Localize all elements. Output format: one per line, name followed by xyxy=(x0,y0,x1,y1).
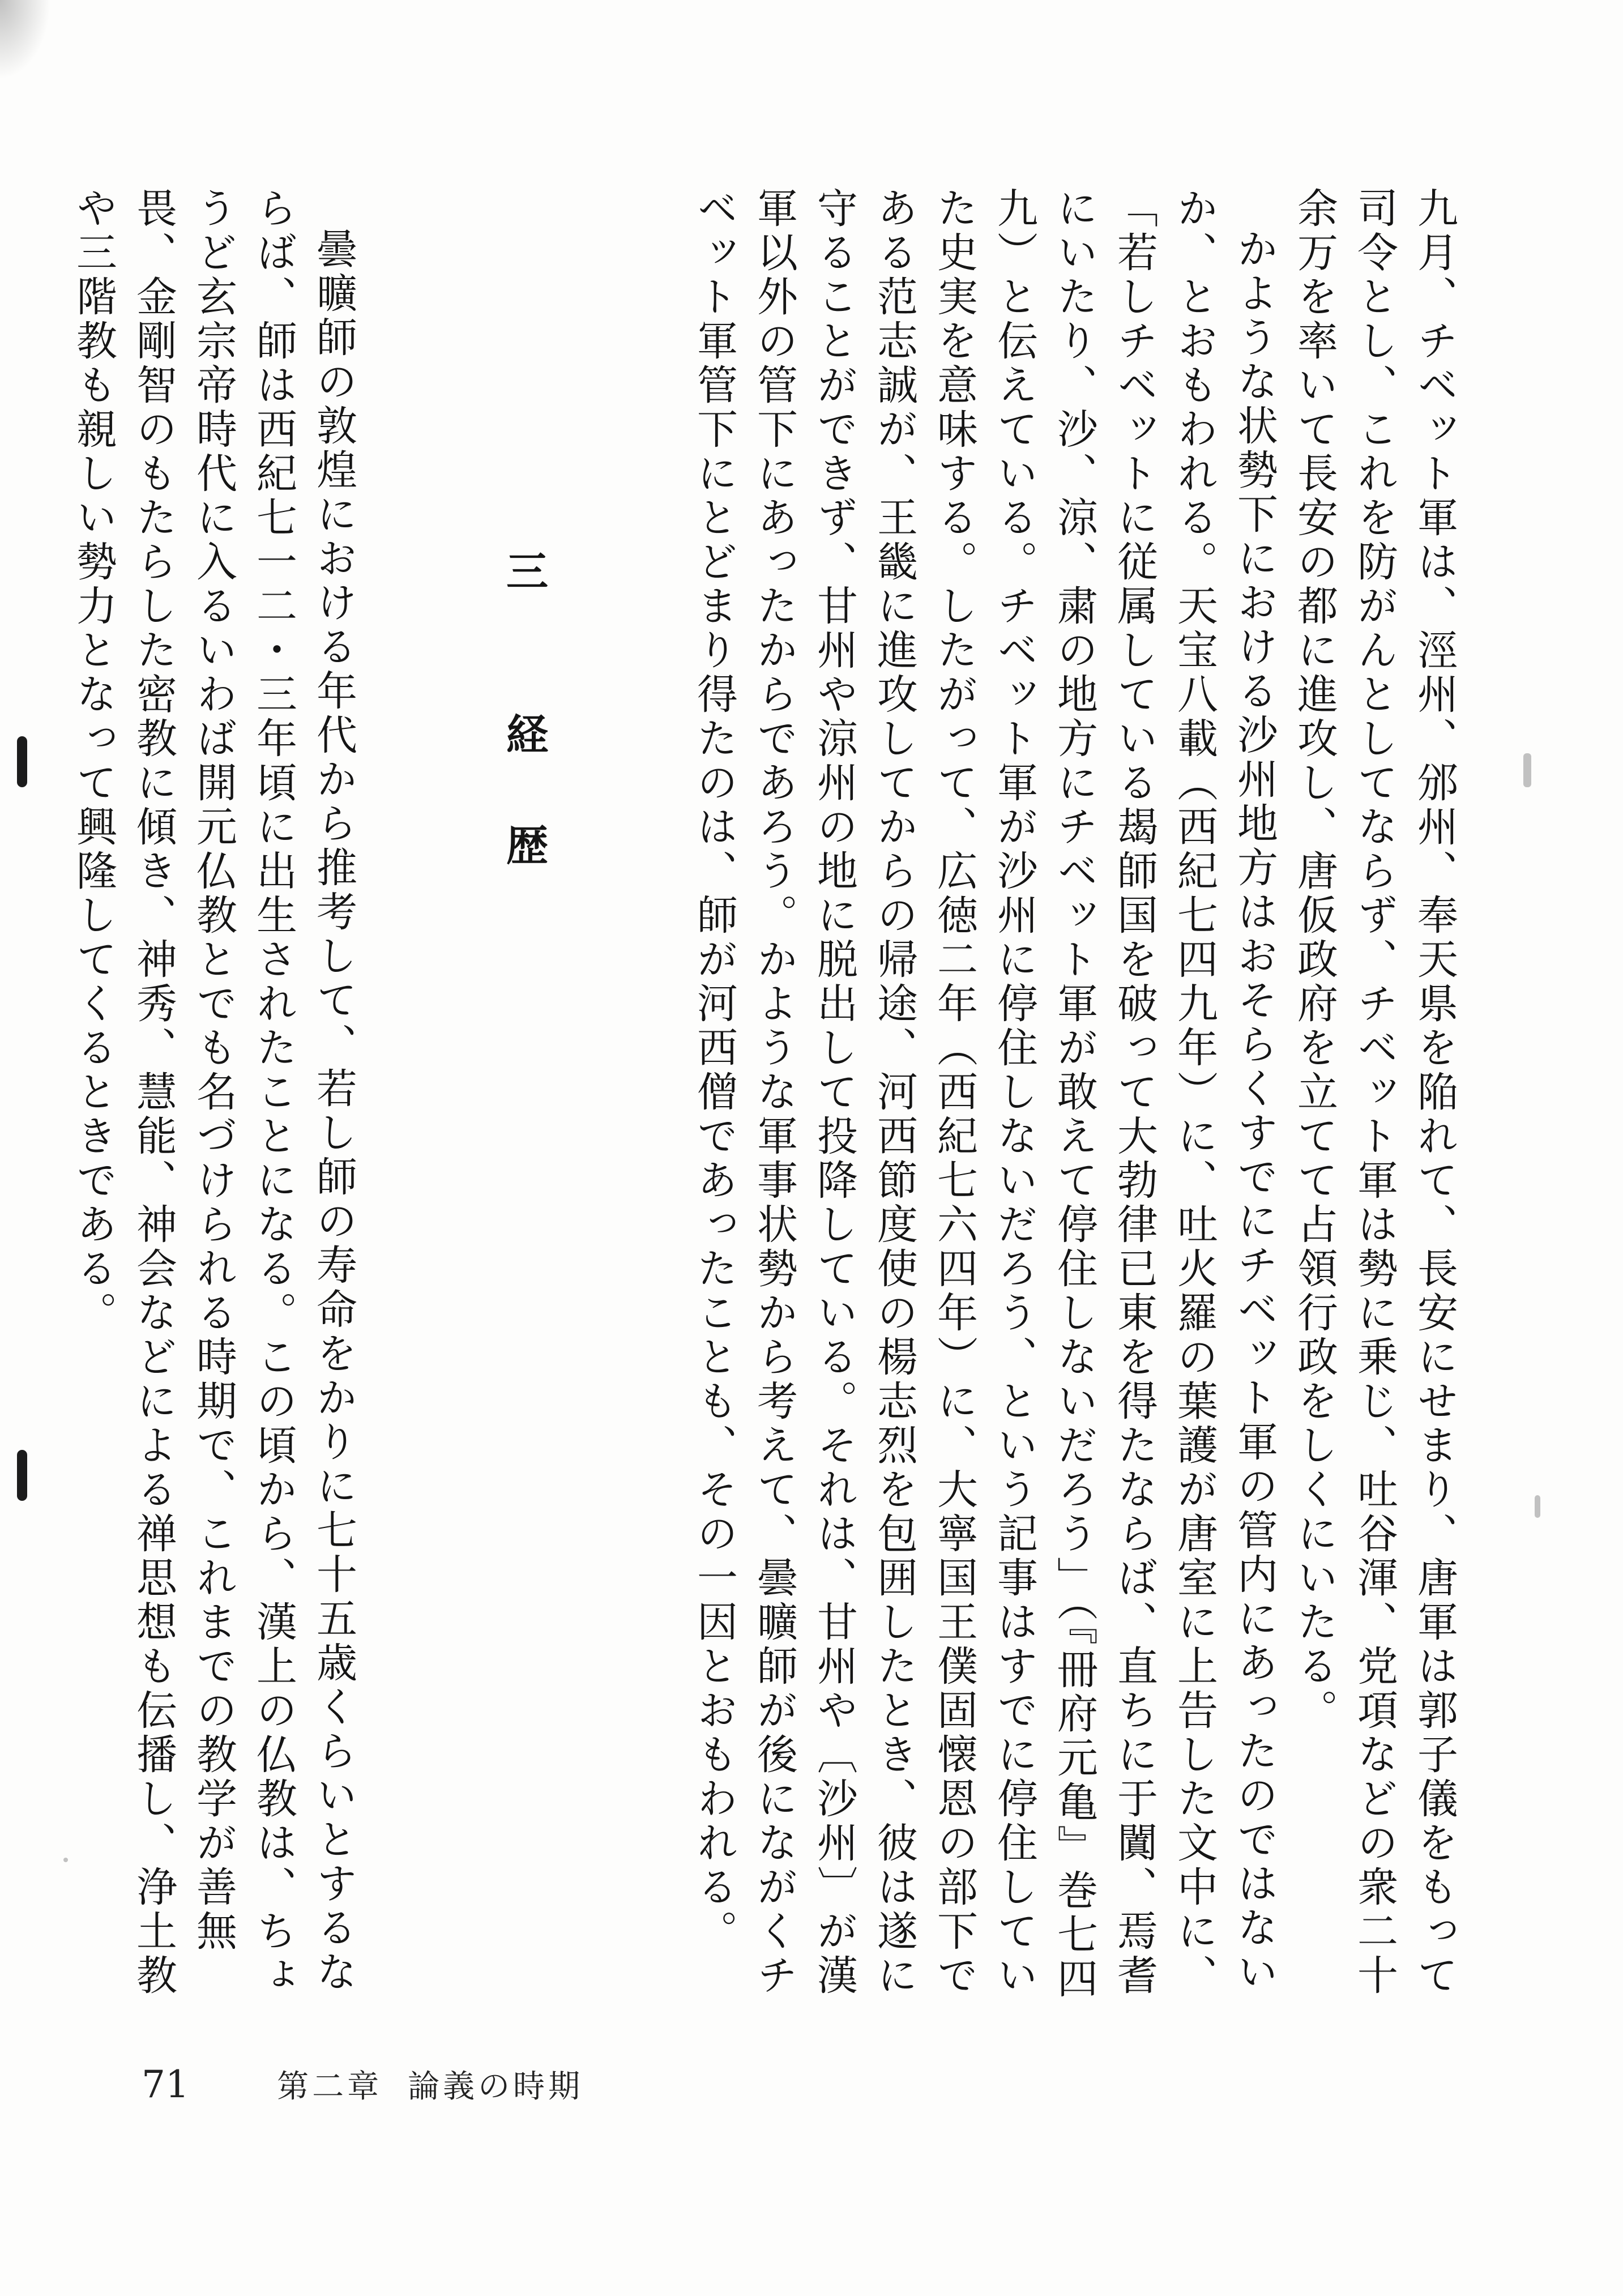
scan-shadow xyxy=(0,0,51,79)
section-number: 三 xyxy=(499,549,548,605)
page-number: 71 xyxy=(142,2063,189,2106)
page-footer xyxy=(142,2062,583,2107)
section-heading xyxy=(364,187,684,2022)
body-text xyxy=(70,187,1464,2022)
paragraph-1: 九月、チベット軍は、涇州、邠州、奉天県を陥れて、長安にせまり、唐軍は郭子儀をもって司令とし、これを防がんとしてならず、チベット軍は勢に乗じ、吐谷渾、党項などの衆二十余万を率いて長安の都に進攻し、唐仮政府を立てて占領行政をしくにいたる。 xyxy=(1291,187,1458,1998)
paragraph-3: 曇曠師の敦煌における年代から推考して、若し師の寿命をかりに七十五歳くらいとするならば、師は西紀七一二・三年頃に出生されたことになる。この頃から、漢上の仏教は、ちょうど玄宗帝時代に入るいわば開元仏教とでも名づけられる時期で、これまでの教学が善無畏、金剛智のもたらした密教に傾き、神秀、慧能、神会などによる禅思想も伝播し、浄土教や三階教も親しい勢力となって興隆してくるときである。 xyxy=(70,187,357,1998)
chapter-title: 論義の時期 xyxy=(408,2068,584,2105)
chapter-label: 第二章 xyxy=(277,2068,383,2105)
paragraph-2: かような状勢下における沙州地方はおそらくすでにチベット軍の管内にあったのではないか、とおもわれる。天宝八載（西紀七四九年）に、吐火羅の葉護が唐室に上告した文中に、「若しチベットに従属している朅師国を破って大勃律已東を得たならば、直ちに于闐、焉耆にいたり、沙、涼、粛の地方にチベット軍が敢えて停住しないだろう」（『冊府元亀』巻七四九）と伝えている。チベット軍が沙州に停住しないだろう、という記事はすでに停住していた史実を意味する。したがって、広徳二年（西紀七六四年）に、大寧国王僕固懐恩の部下である范志誠が、王畿に進攻してからの帰途、河西節度使の楊志烈を包囲したとき、彼は遂に守ることができず、甘州や涼州の地に脱出して投降している。それは、甘州や〔沙州〕が漢軍以外の管下にあったからであろう。かような軍事状勢から考えて、曇曠師が後にながくチベット軍管下にとどまり得たのは、師が河西僧であったことも、その一因とおもわれる。 xyxy=(690,187,1278,2001)
binding-mark-upper xyxy=(17,736,27,787)
section-title: 経 歴 xyxy=(499,712,548,879)
dust-speck xyxy=(1523,753,1531,787)
dust-speck xyxy=(1535,1495,1540,1518)
binding-mark-lower xyxy=(17,1450,27,1501)
